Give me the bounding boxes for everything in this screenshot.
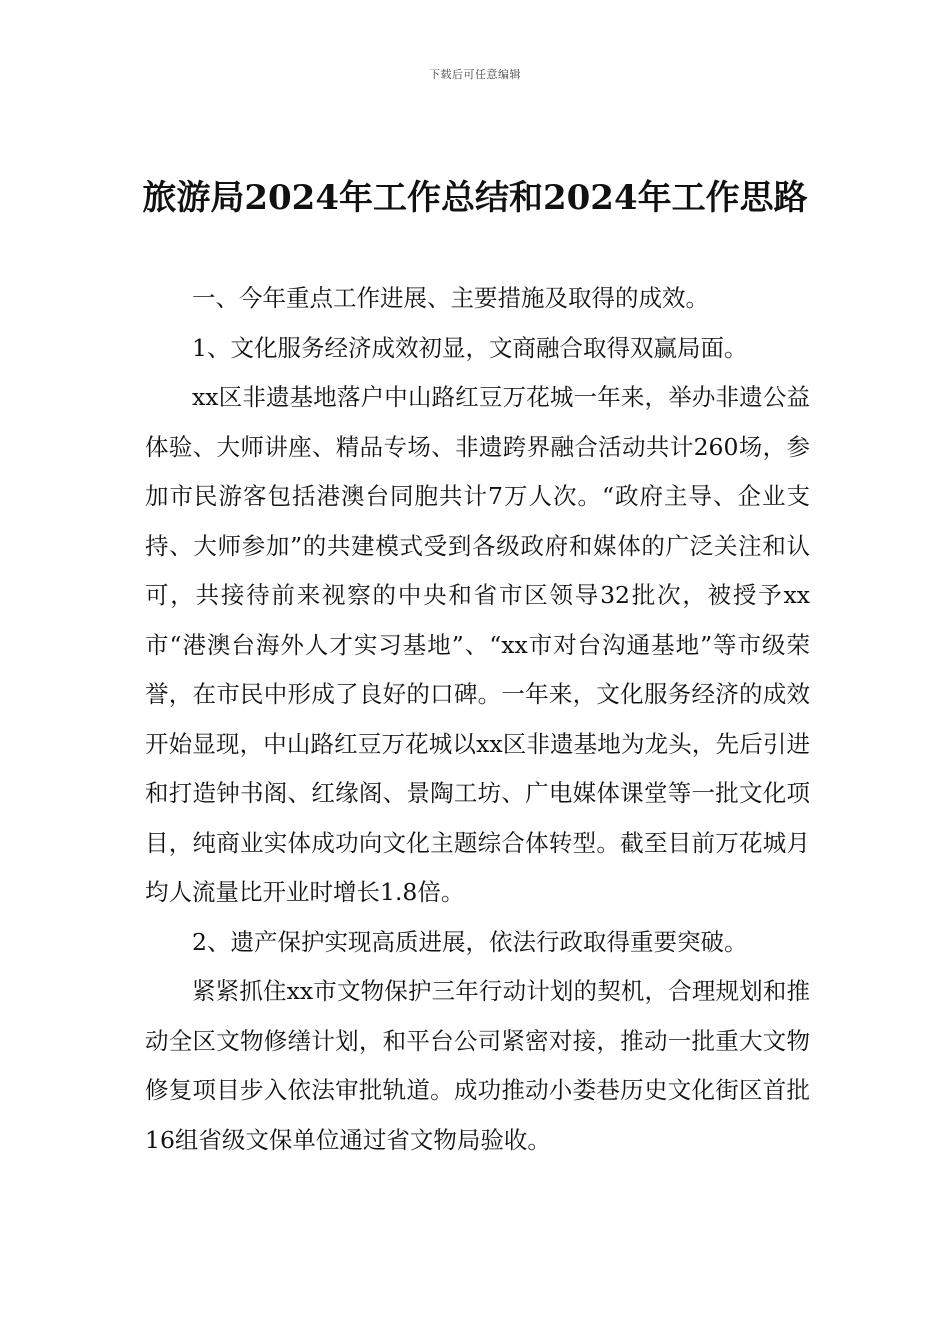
subsection-heading-2: 2、遗产保护实现高质进展，依法行政取得重要突破。 xyxy=(192,927,748,956)
section-heading: 一、今年重点工作进展、主要措施及取得的成效。 xyxy=(192,284,709,312)
document-body xyxy=(145,274,810,1165)
body-paragraph-1: xx区非遗基地落户中山路红豆万花城一年来，举办非遗公益体验、大师讲座、精品专场、非遗跨界融合活动共计260场，参加市民游客包括港澳台同胞共计7万人次。“政府主导、企业支持、大师参加”的共建模式受到各级政府和媒体的广泛关注和认可，共接待前来视察的中央和省市区领导32批次，被授予xx市“港澳台海外人才实习基地”、“xx市对台沟通基地”等市级荣誉，在市民中形成了良好的口碑。一年来，文化服务经济的成效开始显现，中山路红豆万花城以xx区非遗基地为龙头，先后引进和打造钟书阁、红缘阁、景陶工坊、广电媒体课堂等一批文化项目，纯商业实体成功向文化主题综合体转型。截至目前万花城月均人流量比开业时增长1.8倍。 xyxy=(145,383,810,906)
header-note: 下载后可任意编辑 xyxy=(429,68,521,81)
document-title: 旅游局2024年工作总结和2024年工作思路 xyxy=(142,178,808,218)
body-paragraph-2: 紧紧抓住xx市文物保护三年行动计划的契机，合理规划和推动全区文物修缮计划，和平台公司紧密对接，推动一批重大文物修复项目步入依法审批轨道。成功推动小娄巷历史文化街区首批16组省级文保单位通过省文物局验收。 xyxy=(145,977,810,1154)
subsection-heading-1: 1、文化服务经济成效初显，文商融合取得双赢局面。 xyxy=(192,333,748,362)
